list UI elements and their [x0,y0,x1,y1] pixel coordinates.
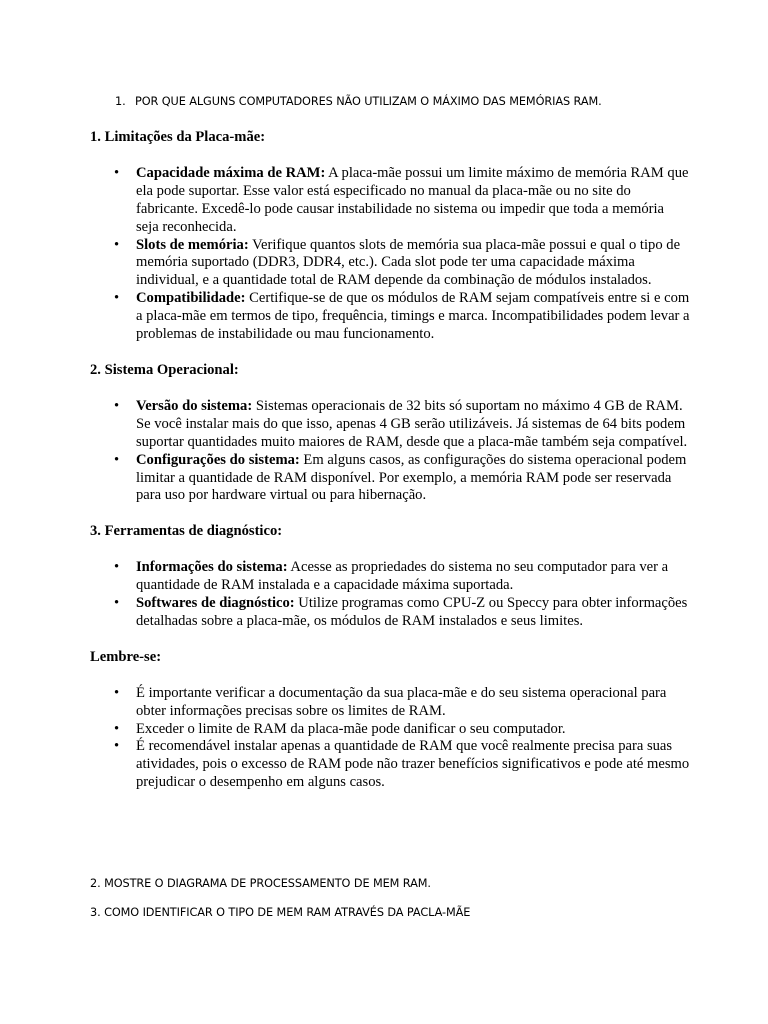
list-item-term: Softwares de diagnóstico: [136,595,295,612]
section-list-ferramentas [90,559,690,631]
list-item [136,721,690,739]
list-item-term: Informações do sistema: [136,559,288,576]
list-item-text: É recomendável instalar apenas a quantidade de RAM que você realmente precisa para suas atividades, pois o excesso de RAM pode não trazer benefícios significativos e pode até mesmo prejudicar o desempenho em alguns casos. [136,738,690,791]
section-heading-ferramentas: 3. Ferramentas de diagnóstico: [90,523,283,540]
list-item-text: Verifique quantos slots de memória sua placa-mãe possui e qual o tipo de memória suportado (DDR3, DDR4, etc.). Cada slot pode ter uma capacidade máxima individual, e a quantidade total de RAM depende da combinação de módulos instalados. [136,236,681,289]
list-item-term: Configurações do sistema: [136,451,300,468]
list-item-text: Certifique-se de que os módulos de RAM sejam compatíveis entre si e com a placa-mãe em termos de tipo, frequência, timings e marca. Incompatibilidades podem levar a problemas de instabilidade ou mau funcionamento. [136,290,690,343]
section-list-lembre-se [90,685,690,792]
list-item-text: É importante verificar a documentação da sua placa-mãe e do seu sistema operacional para obter informações precisas sobre os limites de RAM. [136,684,667,719]
question-3: 3. COMO IDENTIFICAR O TIPO DE MEM RAM ATRAVÉS DA PACLA-MÃE [90,906,471,919]
answer-body [90,129,690,792]
question-1-text: POR QUE ALGUNS COMPUTADORES NÃO UTILIZAM O MÁXIMO DAS MEMÓRIAS RAM. [135,95,602,108]
question-2: 2. MOSTRE O DIAGRAMA DE PROCESSAMENTO DE MEM RAM. [90,877,431,890]
list-item [136,595,690,631]
section-heading-lembre-se: Lembre-se: [90,648,162,665]
list-item-text: A placa-mãe possui um limite máximo de memória RAM que ela pode suportar. Esse valor está especificado no manual da placa-mãe ou no site do fabricante. Excedê-lo pode causar instabilidade no sistema ou impedir que toda a memória seja reconhecida. [136,164,689,235]
list-item-term: Compatibilidade: [136,290,246,307]
list-item-term: Slots de memória: [136,236,249,253]
list-item-text: Utilize programas como CPU-Z ou Speccy para obter informações detalhadas sobre a placa-mãe, os módulos de RAM instalados e seus limites. [136,595,688,629]
list-item-text: Acesse as propriedades do sistema no seu computador para ver a quantidade de RAM instalada e a capacidade máxima suportada. [136,559,669,594]
list-item-text: Em alguns casos, as configurações do sistema operacional podem limitar a quantidade de RAM disponível. Por exemplo, a memória RAM pode ser reservada para uso por hardware virtual ou para hibernação. [136,451,687,504]
section-heading-placa-mae: 1. Limitações da Placa-mãe: [90,129,266,145]
list-item [136,738,690,792]
list-item-term: Capacidade máxima de RAM: [136,164,326,181]
list-item [136,398,690,452]
question-1 [115,95,602,108]
list-item-term: Versão do sistema: [136,397,253,414]
list-item [136,685,690,721]
list-item-text: Exceder o limite de RAM da placa-mãe pode danificar o seu computador. [136,720,566,737]
section-list-placa-mae [90,165,690,344]
section-list-sistema-operacional [90,398,690,505]
list-item [136,237,690,291]
list-item [136,165,690,237]
list-item [136,290,690,344]
list-item [136,559,690,595]
list-item-text: Sistemas operacionais de 32 bits só suportam no máximo 4 GB de RAM. Se você instalar mais do que isso, apenas 4 GB serão utilizáveis. Já sistemas de 64 bits podem suportar quantidades muito maiores de RAM, desde que a placa-mãe também seja compatível. [136,397,688,450]
question-1-number: 1. [115,95,126,108]
list-item [136,452,690,506]
section-heading-sistema-operacional: 2. Sistema Operacional: [90,361,239,378]
